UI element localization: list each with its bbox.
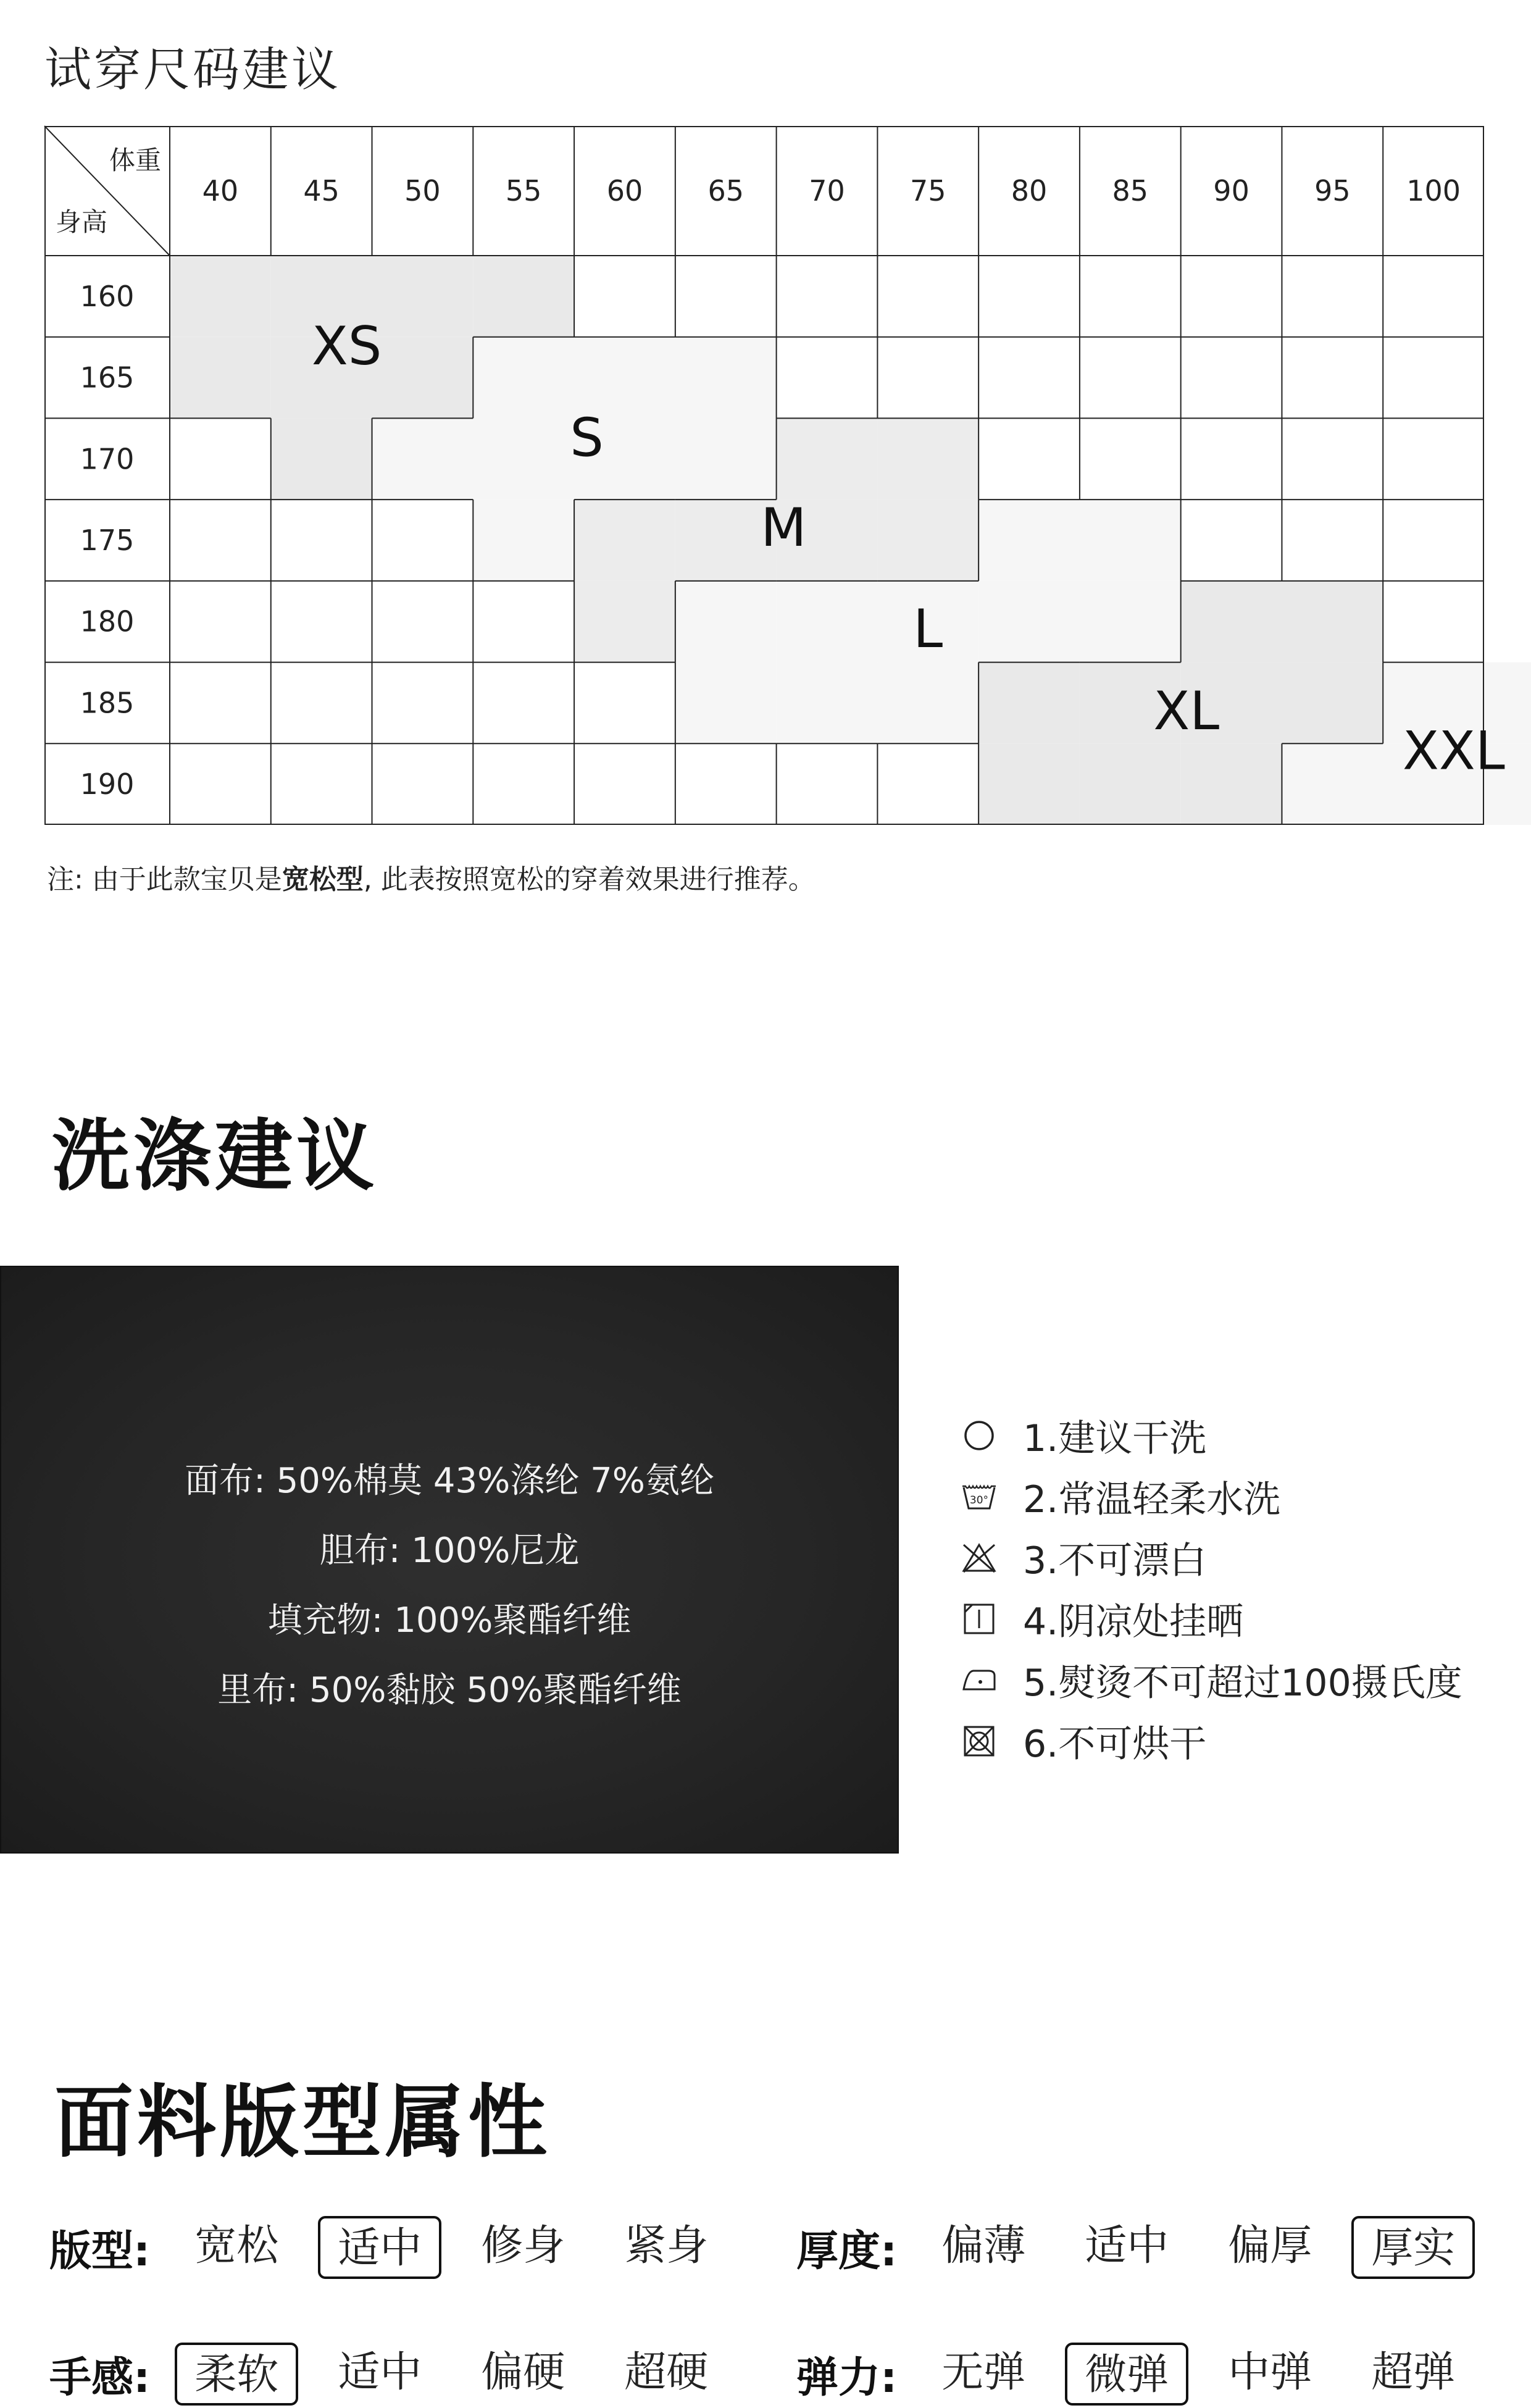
size-region-cell [978,743,1080,825]
attr-option: 超弹 [1371,2348,1456,2397]
size-region-cell [1282,663,1383,744]
attr-option: 无弹 [941,2348,1026,2397]
size-region-cell [1282,581,1383,663]
attr-option: 偏硬 [481,2348,565,2397]
attr-row-elasticity [796,2340,1495,2408]
height-row-label: 160 [80,279,135,313]
size-region-label: XXL [1402,720,1505,782]
size-region-cell [574,500,675,581]
line-dry-shade-icon [960,1600,998,1638]
wash-section-title: 洗涤建议 [52,1111,378,1202]
size-region-cell [473,500,574,581]
size-region-cell [170,337,271,419]
size-region-cell [473,337,574,419]
size-region-cell [978,663,1080,744]
size-region-cell [372,418,473,500]
size-region-cell [877,663,978,744]
height-row-label: 180 [80,604,135,638]
wash-temperature-label: 30° [969,1494,989,1507]
weight-header: 75 [909,174,946,207]
corner-weight-label: 体重 [109,145,161,175]
iron-low-icon [960,1661,998,1699]
weight-header: 70 [809,174,845,207]
attr-row-fit [49,2214,748,2281]
size-chart-title: 试穿尺码建议 [44,42,341,97]
weight-header: 90 [1213,174,1249,207]
size-region-label: M [761,497,807,559]
attr-label-thickness: 厚度: [796,2226,898,2276]
care-text: 1.建议干洗 [1023,1416,1207,1460]
dry-clean-icon [960,1416,998,1455]
attr-option: 适中 [1085,2222,1169,2270]
size-region-cell [777,581,878,663]
attr-row-thickness [796,2214,1495,2281]
size-region-cell [372,256,473,337]
weight-header: 65 [707,174,745,207]
attr-option: 修身 [481,2222,565,2270]
size-region-cell [473,256,574,337]
size-region-cell [675,581,777,663]
height-row-label: 185 [80,686,135,720]
care-text: 3.不可漂白 [1023,1539,1207,1582]
attr-option-selected: 微弹 [1065,2343,1188,2406]
size-region-cell [473,418,574,500]
weight-header: 55 [505,174,542,207]
attr-option: 宽松 [194,2222,279,2270]
size-region-cell [1080,500,1181,581]
care-text: 2.常温轻柔水洗 [1023,1478,1281,1521]
weight-header: 100 [1406,174,1461,207]
size-region-cell [877,500,978,581]
size-region-cell [574,581,675,663]
size-region-cell [675,663,777,744]
care-item [960,1405,1516,1466]
size-region-cell [978,581,1080,663]
no-tumble-dry-icon [960,1722,998,1760]
care-text: 6.不可烘干 [1023,1722,1207,1766]
care-item [960,1649,1516,1710]
weight-header: 50 [404,174,441,207]
size-region-cell [271,418,372,500]
note-prefix: 注: 由于此款宝贝是 [47,864,282,895]
corner-height-label: 身高 [56,207,108,237]
weight-header: 40 [202,174,239,207]
size-region-cell [675,418,777,500]
size-chart-note [47,857,816,897]
size-region-cell [1080,581,1181,663]
weight-header: 60 [606,174,643,207]
attr-option-selected: 适中 [318,2216,441,2279]
attr-option-selected: 柔软 [175,2343,298,2406]
attr-option: 紧身 [624,2222,709,2270]
size-chart-grid [44,126,1505,825]
fabric-props-title: 面料版型属性 [54,2076,551,2168]
fabric-line-filling: 填充物: 100%聚酯纤维 [267,1600,632,1641]
size-region-cell [1080,743,1181,825]
size-region-cell [574,337,675,419]
care-item [960,1710,1516,1771]
fabric-line-liner: 胆布: 100%尼龙 [319,1531,580,1571]
weight-header: 80 [1011,174,1048,207]
care-item [960,1466,1516,1527]
size-region-cell [1181,581,1282,663]
size-region-label: L [913,598,943,660]
care-text: 4.阴凉处挂晒 [1023,1600,1244,1644]
care-item [960,1588,1516,1649]
attr-option: 偏薄 [941,2222,1026,2270]
size-region-cell [372,337,473,419]
size-region-label: S [570,407,604,469]
height-row-label: 175 [80,524,135,557]
size-region-cell [777,418,878,500]
wash-30-icon [960,1478,998,1516]
attr-label-fit: 版型: [49,2226,151,2276]
attr-label-hand-feel: 手感: [49,2353,151,2402]
height-row-label: 165 [80,361,135,395]
attr-option: 适中 [338,2348,422,2397]
size-region-cell [675,337,777,419]
attr-label-elasticity: 弹力: [796,2353,898,2402]
attr-option: 超硬 [624,2348,709,2397]
size-region-cell [978,500,1080,581]
size-region-cell [1282,743,1383,825]
care-item [960,1527,1516,1588]
attr-option: 中弹 [1228,2348,1312,2397]
note-emphasis: 宽松型 [282,864,364,895]
weight-header: 95 [1314,174,1351,207]
size-region-cell [1181,743,1282,825]
note-suffix: , 此表按照宽松的穿着效果进行推荐。 [363,864,816,895]
attr-option-selected: 厚实 [1351,2216,1475,2279]
attr-option: 偏厚 [1228,2222,1312,2270]
fabric-line-outer: 面布: 50%棉莫 43%涤纶 7%氨纶 [184,1461,715,1501]
fabric-composition-panel [0,1266,899,1854]
size-region-cell [877,418,978,500]
height-row-label: 190 [80,767,135,801]
size-region-cell [777,663,878,744]
size-region-label: XS [311,316,382,378]
weight-header: 45 [303,174,340,207]
size-region-cell [170,256,271,337]
size-region-label: XL [1153,680,1220,743]
fabric-line-lining: 里布: 50%黏胶 50%聚酯纤维 [217,1670,682,1710]
weight-header: 85 [1112,174,1149,207]
height-row-label: 170 [80,442,135,476]
care-instructions-list [960,1405,1516,1771]
care-text: 5.熨烫不可超过100摄氏度 [1023,1661,1462,1705]
attr-row-hand-feel [49,2340,748,2408]
no-bleach-icon [960,1539,998,1577]
